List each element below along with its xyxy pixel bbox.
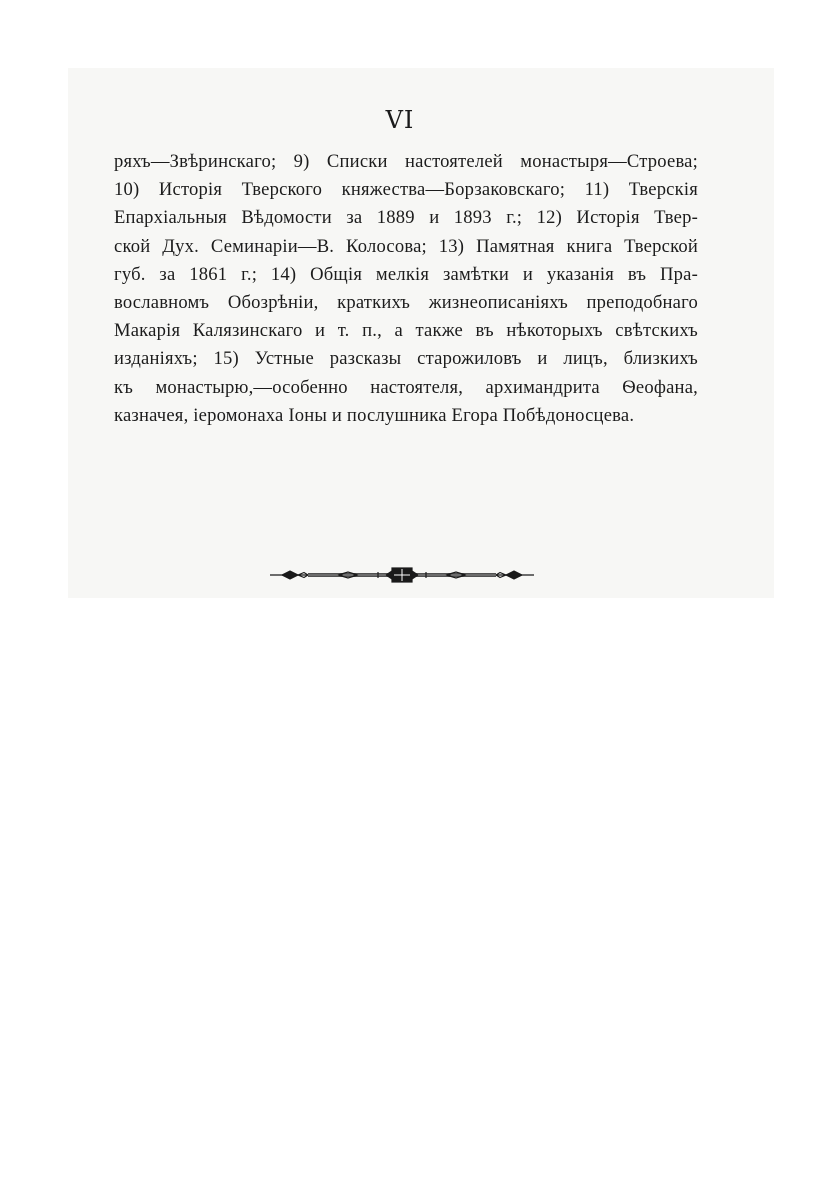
body-text xyxy=(114,148,698,430)
page-number: VI xyxy=(385,106,415,134)
text-line: изданіяхъ; 15) Устные разсказы старожиловъ и лицъ, близкихъ xyxy=(114,348,698,370)
text-line: Макарія Калязинскаго и т. п., а также въ нѣкоторыхъ свѣтскихъ xyxy=(114,320,698,342)
text-line: ской Дух. Семинаріи—В. Колосова; 13) Памятная книга Тверской xyxy=(114,235,698,257)
text-line: вославномъ Обозрѣніи, краткихъ жизнеописаніяхъ преподобнаго xyxy=(114,291,698,313)
text-line: къ монастырю,—особенно настоятеля, архимандрита Ѳеофана, xyxy=(114,376,698,398)
text-line: казначея, іеромонаха Іоны и послушника Егора Побѣдоносцева. xyxy=(114,404,635,426)
decorative-tailpiece-icon xyxy=(268,566,536,584)
text-line: 10) Исторія Тверского княжества—Борзаковскаго; 11) Тверскія xyxy=(114,179,698,201)
text-line: ряхъ—Звѣринскаго; 9) Списки настоятелей монастыря—Строева; xyxy=(114,151,698,172)
text-line: Епархіальныя Вѣдомости за 1889 и 1893 г.; 12) Исторія Твер- xyxy=(114,207,698,229)
text-line: губ. за 1861 г.; 14) Общія мелкія замѣтки и указанія въ Пра- xyxy=(114,263,698,285)
